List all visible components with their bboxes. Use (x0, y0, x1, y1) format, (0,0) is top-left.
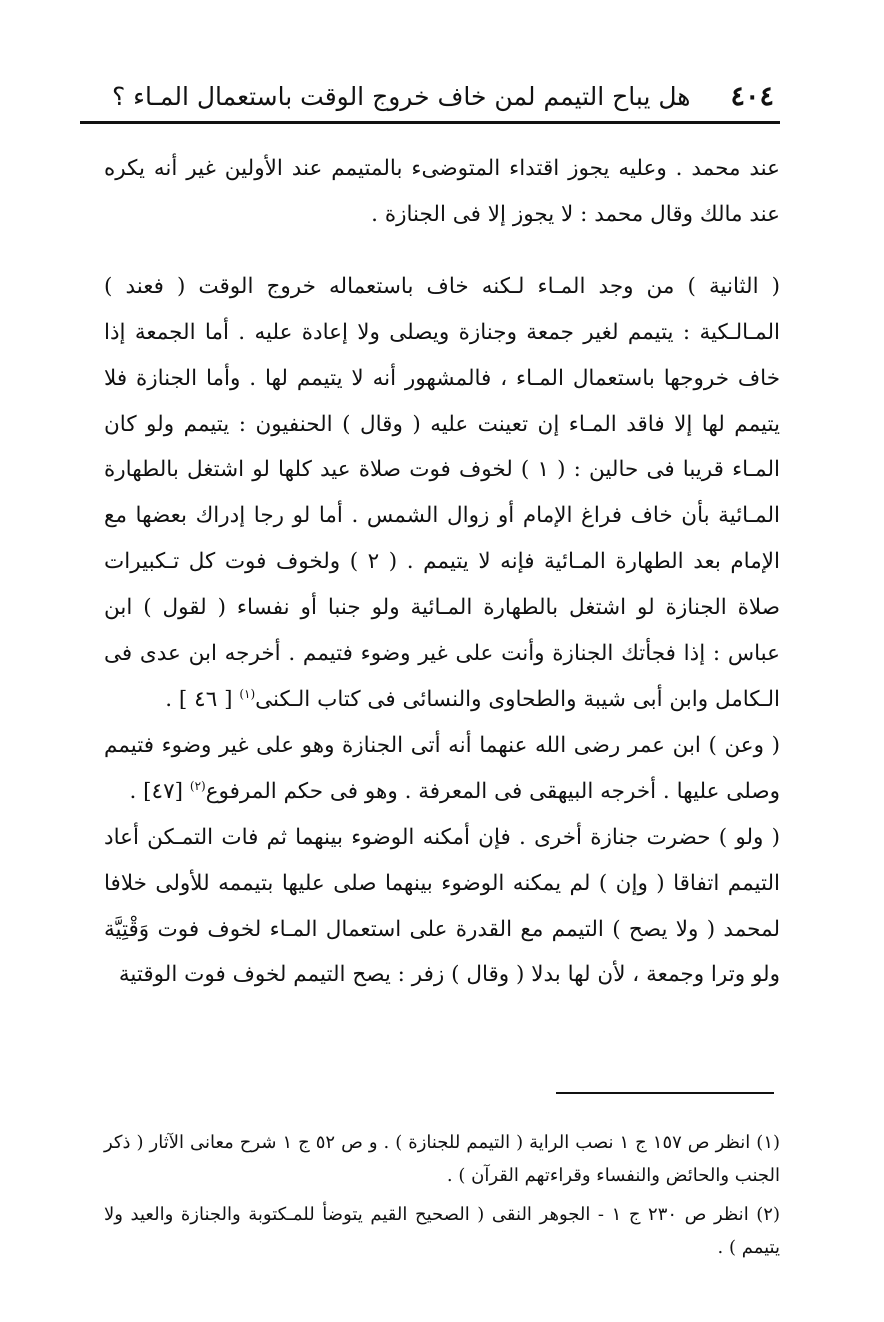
paragraph-text: ( الثانية ) من وجد المـاء لـكنه خاف باستعماله خروج الوقت ( فعند ) المـالـكية : يتيمم لغير جمعة وجنازة ويصلى ولا إعادة عليه . أما الجمعة إذا خاف خروجها باستعمال المـاء ، فالمشهور أنه لا يتيمم لها . وأما الجنازة فلا يتيمم لها إلا فاقد المـاء إن تعينت عليه ( وقال ) الحنفيون : يتيمم ولو كان المـاء قريبا فى حالين : ( ١ ) لخوف فوت صلاة عيد كلها لو اشتغل بالطهارة المـائية بأن خاف فراغ الإمام أو زوال الشمس . أما لو رجا إدراك بعضها مع الإمام بعد الطهارة المـائية فإنه لا يتيمم . ( ٢ ) ولخوف فوت كل تـكبيرات صلاة الجنازة لو اشتغل بالطهارة المـائية ولو جنبا أو نفساء ( لقول ) ابن عباس : إذا فجأتك الجنازة وأنت على غير وضوء فتيمم . أخرجه ابن عدى فى الـكامل وابن أبى شيبة والطحاوى والنسائى فى كتاب الـكنى (104, 273, 780, 712)
reference-number: [٤٧] . (129, 778, 190, 804)
running-header (111, 72, 774, 120)
paragraph (104, 264, 780, 723)
footnote: (٢) انظر ص ٢٣٠ ج ١ - الجوهر النقى ( الصحيح القيم يتوضأ للمـكتوبة والجنازة والعيد ولا يتيمم ) . (104, 1204, 780, 1258)
paragraph (104, 723, 780, 815)
footnote-ref: (١) (239, 686, 256, 701)
paragraph-gap (104, 238, 780, 264)
paragraph: ( ولو ) حضرت جنازة أخرى . فإن أمكنه الوضوء بينهما ثم فات التمـكن أعاد التيمم اتفاقا ( وإن ) لم يمكنه الوضوء بينهما صلى عليها بتيممه للأولى خلافا لمحمد ( ولا يصح ) التيمم مع القدرة على استعمال المـاء لخوف فوت وَقْتِيَّة ولو وترا وجمعة ، لأن لها بدلا ( وقال ) زفر : يصح التيمم لخوف فوت الوقتية (104, 824, 780, 988)
footnote: (١) انظر ص ١٥٧ ج ١ نصب الراية ( التيمم للجنازة ) . و ص ٥٢ ج ١ شرح معانى الآثار ( ذكر الجنب والحائض والنفساء وقراءتهم القرآن ) . (104, 1132, 781, 1186)
running-title: هل يباح التيمم لمن خاف خروج الوقت باستعمال المـاء ؟ (111, 81, 691, 111)
paragraph-text: ( وعن ) ابن عمر رضى الله عنهما أنه أتى الجنازة وهو على غير وضوء فتيمم وصلى عليها . أخرجه البيهقى فى المعرفة . وهو فى حكم المرفوع (104, 732, 780, 804)
footnote-ref: (٢) (189, 778, 206, 793)
paragraph: عند محمد . وعليه يجوز اقتداء المتوضىء بالمتيمم عند الأولين غير أنه يكره عند مالك وقال محمد : لا يجوز إلا فى الجنازة . (104, 156, 780, 227)
main-text (104, 146, 780, 998)
footnote-rule (556, 1092, 774, 1094)
footnotes (104, 1126, 780, 1270)
reference-number: [ ٤٦ ] . (165, 686, 240, 712)
page-number: ٤٠٤ (730, 80, 774, 112)
header-rule (80, 121, 780, 124)
